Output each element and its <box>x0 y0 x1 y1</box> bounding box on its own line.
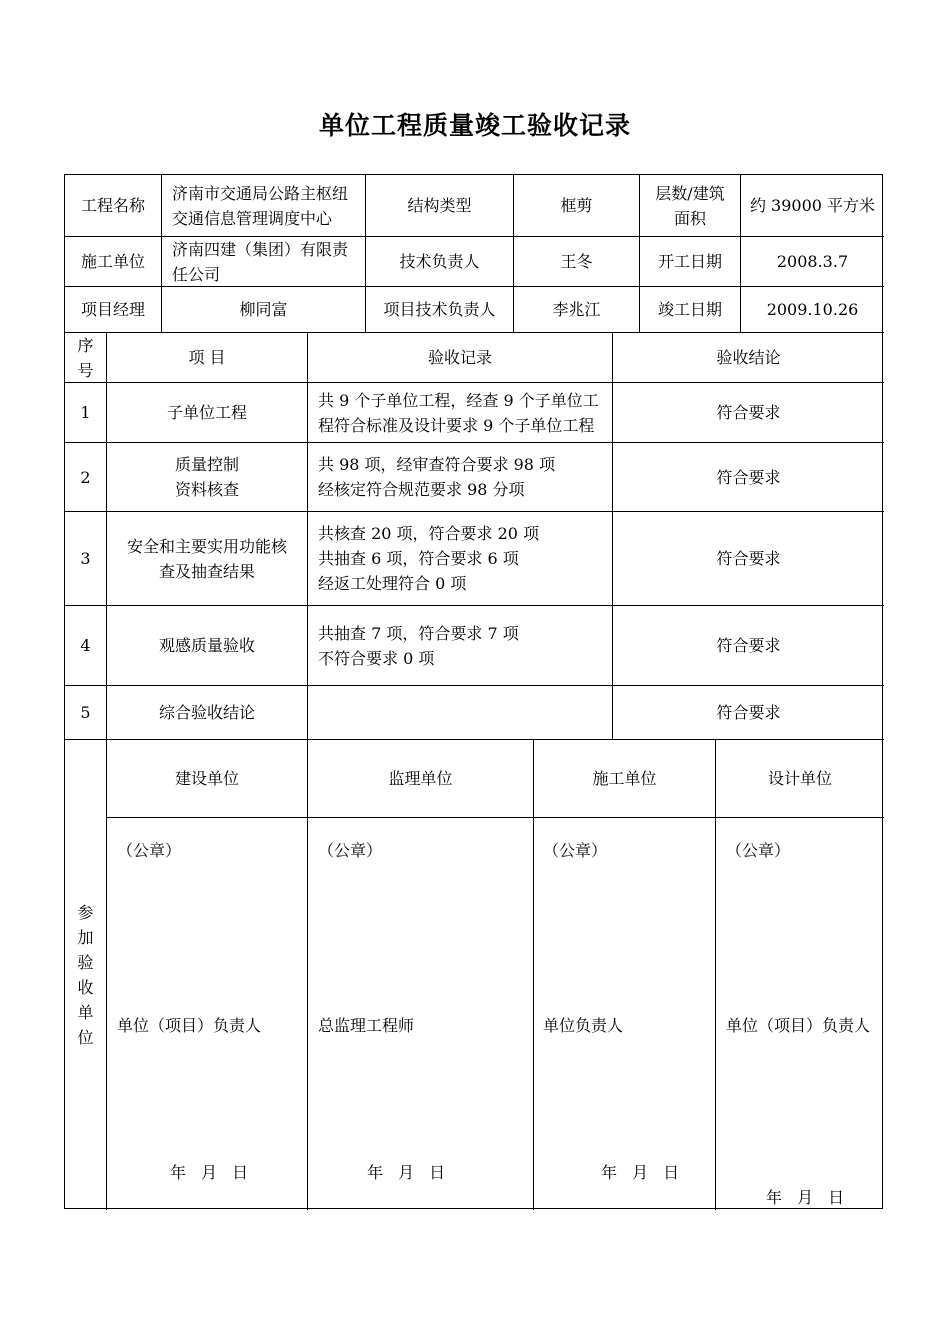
date-label: 年 月 日 <box>367 1163 446 1182</box>
date-label: 年 月 日 <box>601 1163 680 1182</box>
stamp-label: （公章） <box>543 841 608 860</box>
item-name-line: 观感质量验收 <box>158 636 255 655</box>
unit-name-contractor: 施工单位 <box>534 740 716 818</box>
item-record-line: 不符合要求 0 项 <box>318 648 435 668</box>
item-no: 3 <box>65 512 107 606</box>
tech-lead-value: 王冬 <box>514 237 640 287</box>
item-record-line: 共 98 项，经审查符合要求 98 项 <box>318 455 556 474</box>
stamp-label: （公章） <box>117 841 182 860</box>
column-header-record: 验收记录 <box>308 333 613 383</box>
item-name-line: 质量控制 <box>174 455 239 474</box>
signature-box-designer <box>716 818 884 1210</box>
item-name <box>107 383 308 443</box>
item-record-line: 共抽查 7 项，符合要求 7 项 <box>318 623 519 643</box>
date-label: 年 月 日 <box>766 1188 845 1207</box>
page-title: 单位工程质量竣工验收记录 <box>318 111 631 140</box>
structure-type-label: 结构类型 <box>366 175 514 237</box>
item-record-line: 经返工处理符合 0 项 <box>318 574 467 593</box>
signature-box-contractor <box>534 818 716 1210</box>
item-name-line: 综合验收结论 <box>158 703 255 722</box>
acceptance-record-table <box>64 174 883 1209</box>
finish-date-label: 竣工日期 <box>640 287 741 333</box>
tech-lead-label: 技术负责人 <box>366 237 514 287</box>
participants-side-label: 参 加 验 收 单 位 <box>65 740 107 1210</box>
item-record <box>308 606 613 686</box>
item-name <box>107 512 308 606</box>
contractor-value: 济南四建（集团）有限责任公司 <box>162 237 366 287</box>
item-no: 4 <box>65 606 107 686</box>
stamp-label: （公章） <box>318 841 383 860</box>
signature-box-supervisor <box>308 818 534 1210</box>
item-name-line: 子单位工程 <box>166 403 247 422</box>
finish-date-value: 2009.10.26 <box>741 287 884 333</box>
contractor-label: 施工单位 <box>65 237 162 287</box>
item-record <box>308 512 613 606</box>
item-name <box>107 443 308 512</box>
project-tech-lead-value: 李兆江 <box>514 287 640 333</box>
item-record-line: 共抽查 6 项，符合要求 6 项 <box>318 549 519 568</box>
item-record-line: 共核查 20 项，符合要求 20 项 <box>318 524 540 543</box>
item-record <box>308 686 613 740</box>
item-record-line: 程符合标准及设计要求 9 个子单位工程 <box>318 415 595 435</box>
item-record <box>308 383 613 443</box>
item-conclusion: 符合要求 <box>613 383 884 443</box>
column-header-conclusion: 验收结论 <box>613 333 884 383</box>
item-conclusion: 符合要求 <box>613 512 884 606</box>
chief-supervisor-label: 总监理工程师 <box>318 1016 415 1035</box>
item-name-line: 查及抽查结果 <box>158 561 255 581</box>
floors-area-value: 约 39000 平方米 <box>741 175 884 237</box>
item-record-line: 经核定符合规范要求 98 分项 <box>318 480 525 499</box>
column-header-no: 序号 <box>65 333 107 383</box>
item-record-line: 共 9 个子单位工程，经查 9 个子单位工 <box>318 390 599 410</box>
item-no: 2 <box>65 443 107 512</box>
responsible-person-label: 单位（项目）负责人 <box>117 1016 262 1035</box>
responsible-person-label: 单位（项目）负责人 <box>726 1016 871 1035</box>
project-manager-value: 柳同富 <box>162 287 366 333</box>
item-no: 5 <box>65 686 107 740</box>
signature-box-owner <box>107 818 308 1210</box>
item-name-line: 安全和主要实用功能核 <box>126 536 287 556</box>
start-date-value: 2008.3.7 <box>741 237 884 287</box>
floors-area-label: 层数/建筑面积 <box>640 175 741 237</box>
column-header-item: 项 目 <box>107 333 308 383</box>
item-name-line: 资料核查 <box>174 480 239 499</box>
start-date-label: 开工日期 <box>640 237 741 287</box>
unit-name-designer: 设计单位 <box>716 740 884 818</box>
stamp-label: （公章） <box>726 841 791 860</box>
unit-name-owner: 建设单位 <box>107 740 308 818</box>
date-label: 年 月 日 <box>170 1163 249 1182</box>
project-manager-label: 项目经理 <box>65 287 162 333</box>
item-record <box>308 443 613 512</box>
unit-name-supervisor: 监理单位 <box>308 740 534 818</box>
structure-type-value: 框剪 <box>514 175 640 237</box>
item-conclusion: 符合要求 <box>613 686 884 740</box>
item-conclusion: 符合要求 <box>613 606 884 686</box>
responsible-person-label: 单位负责人 <box>543 1016 624 1035</box>
item-name <box>107 686 308 740</box>
item-conclusion: 符合要求 <box>613 443 884 512</box>
project-name-label: 工程名称 <box>65 175 162 237</box>
item-no: 1 <box>65 383 107 443</box>
project-name-value: 济南市交通局公路主枢纽交通信息管理调度中心 <box>162 175 366 237</box>
item-name <box>107 606 308 686</box>
project-tech-lead-label: 项目技术负责人 <box>366 287 514 333</box>
